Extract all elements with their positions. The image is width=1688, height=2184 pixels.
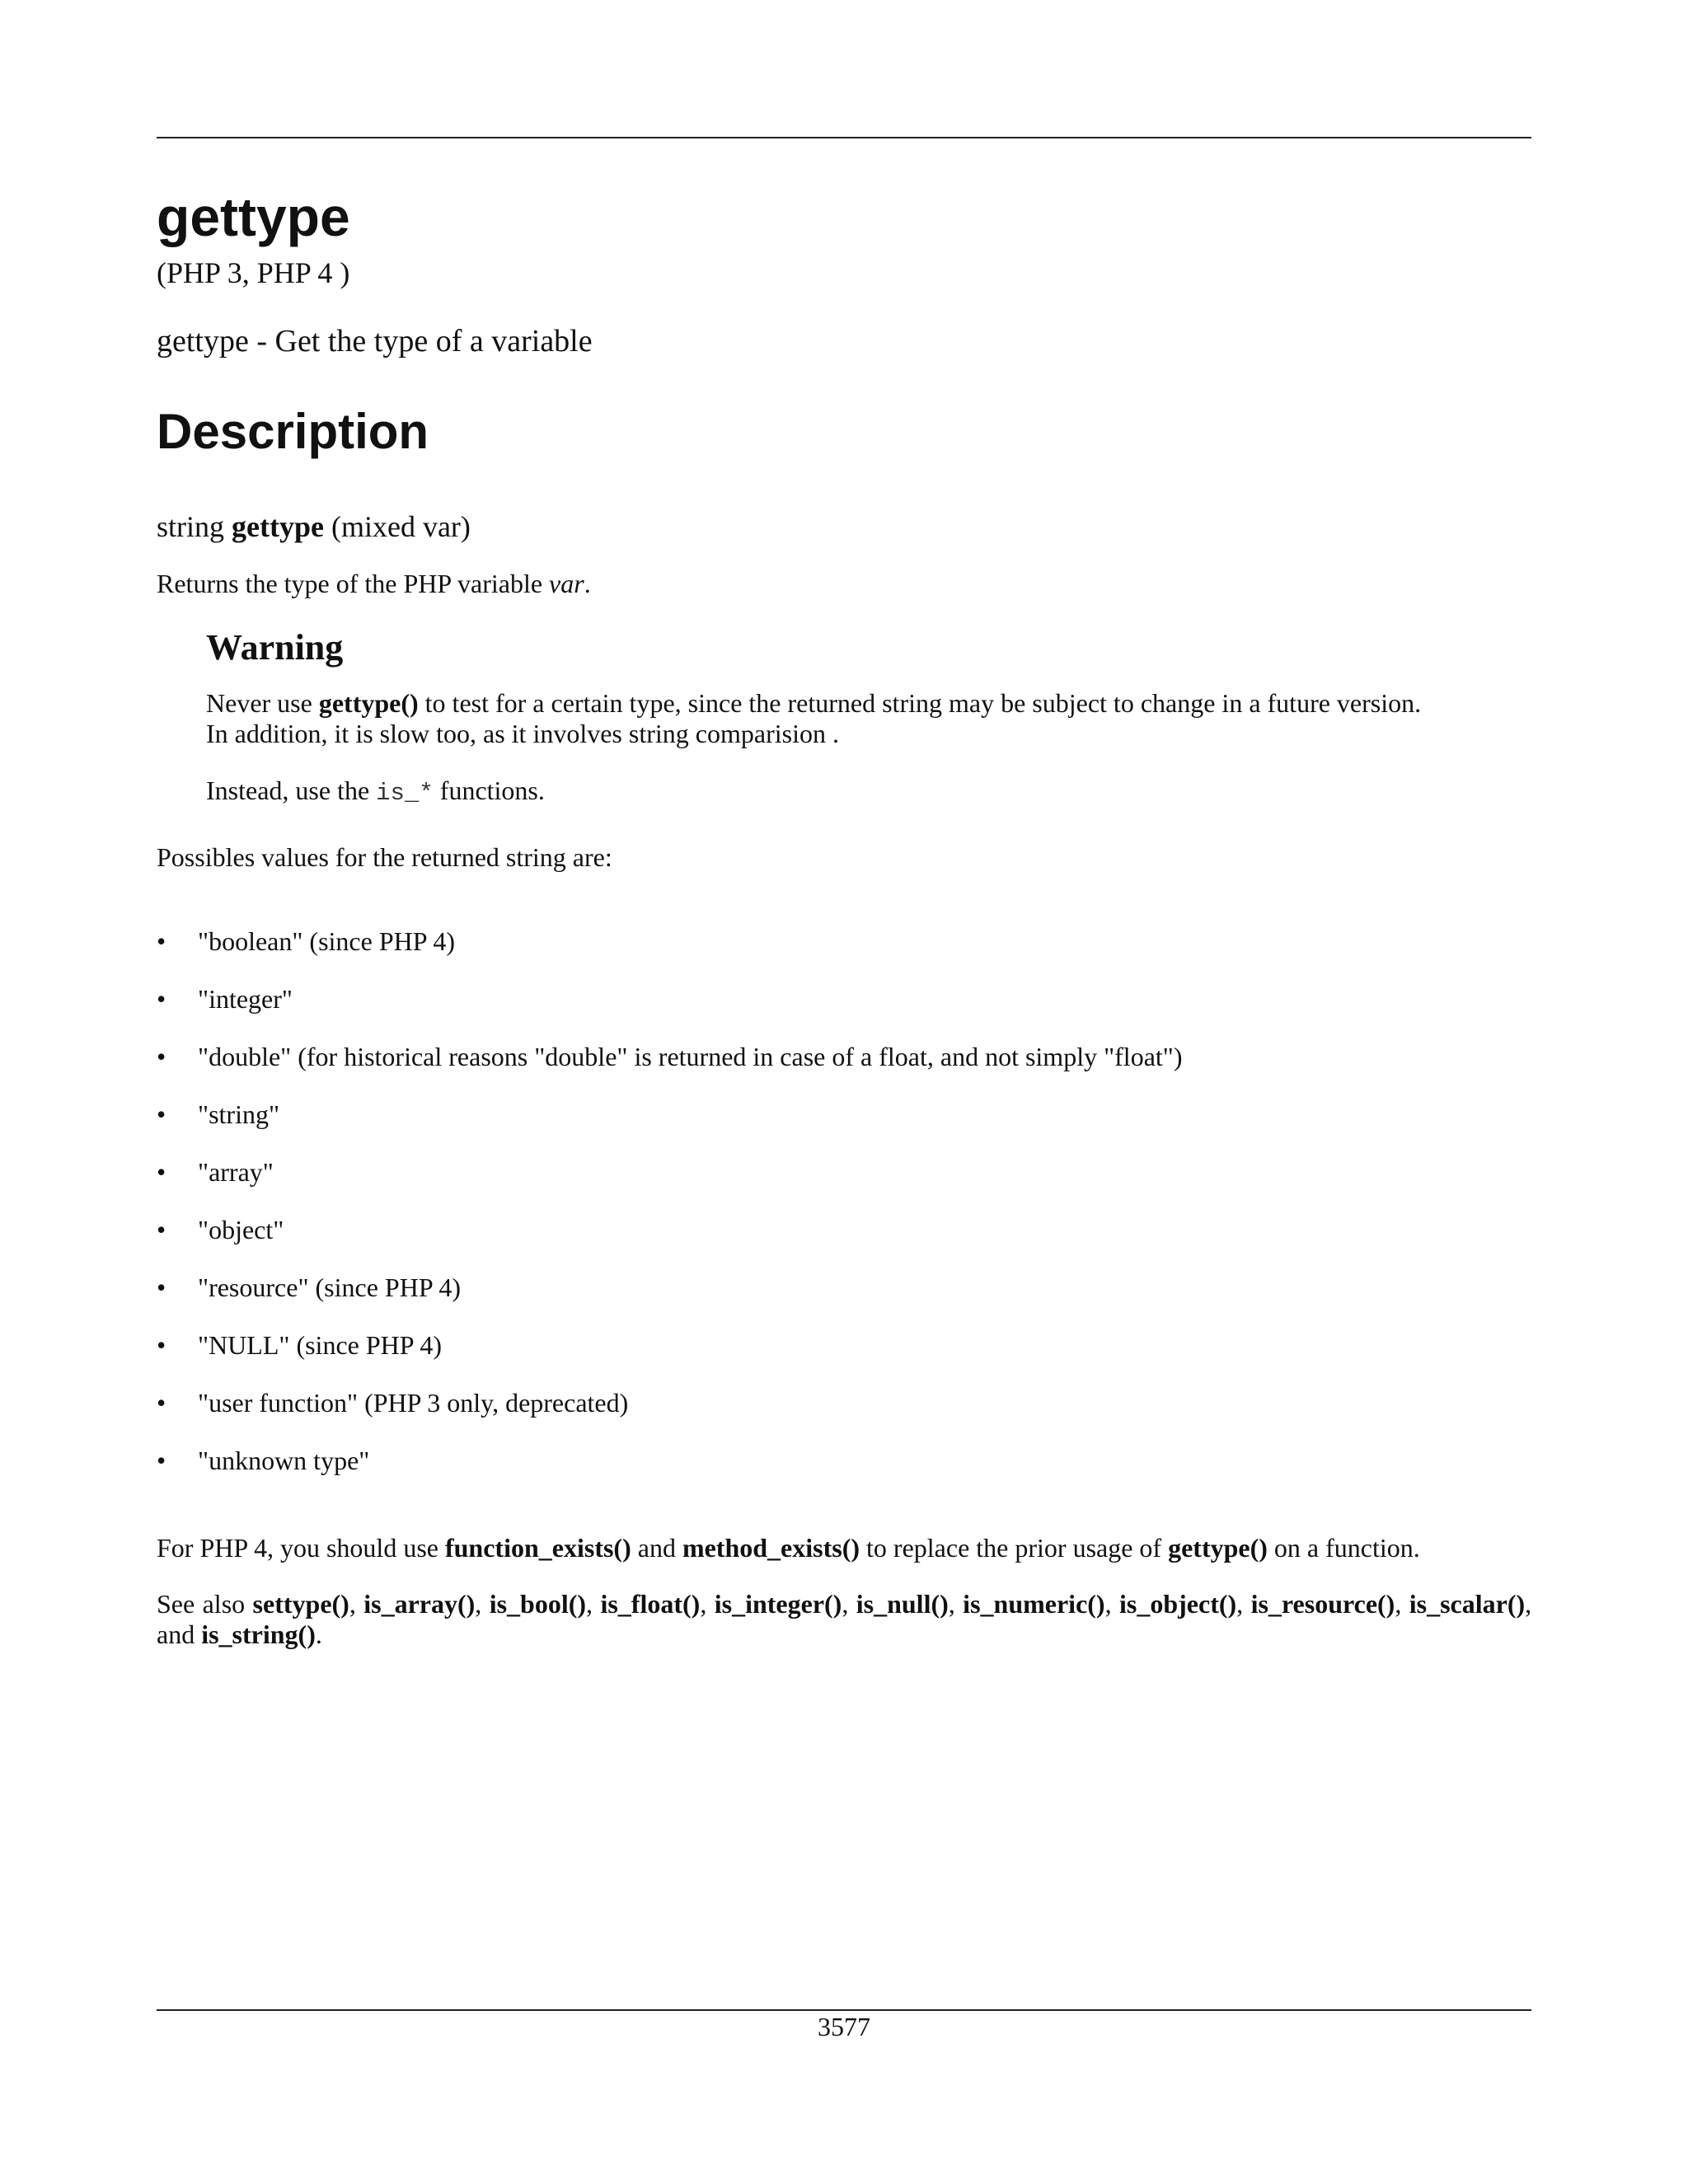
- method-exists-link[interactable]: method_exists(): [682, 1533, 860, 1563]
- php4-note-suffix: on a function.: [1267, 1533, 1420, 1563]
- possibles-intro: Possibles values for the returned string are:: [157, 842, 612, 872]
- separator: ,: [700, 1589, 715, 1619]
- warning-box: [206, 626, 1531, 835]
- bullet: •: [157, 1099, 166, 1129]
- separator: ,: [1104, 1589, 1119, 1619]
- list-item: [157, 1042, 1183, 1099]
- returns-paragraph: [157, 569, 591, 599]
- is-numeric-link[interactable]: is_numeric(): [963, 1589, 1105, 1619]
- is-object-link[interactable]: is_object(): [1118, 1589, 1237, 1619]
- bullet: •: [157, 1157, 166, 1187]
- list-item: [157, 1388, 1183, 1446]
- document-page: [157, 0, 1531, 2184]
- see-also-and: , and: [157, 1589, 1532, 1649]
- returns-var: var: [549, 569, 584, 598]
- php-versions: (PHP 3, PHP 4 ): [157, 256, 350, 289]
- warning-p1-func: gettype(): [318, 687, 419, 718]
- bullet: •: [157, 1215, 166, 1244]
- warning-paragraph-1: [206, 688, 1531, 749]
- list-item-text: "unknown type": [198, 1446, 370, 1475]
- separator: ,: [1236, 1589, 1251, 1619]
- top-rule: [157, 137, 1531, 138]
- see-also-prefix: See also: [157, 1589, 253, 1619]
- is-scalar-link[interactable]: is_scalar(): [1409, 1589, 1526, 1619]
- warning-title: Warning: [206, 627, 344, 668]
- separator: ,: [349, 1589, 364, 1619]
- separator: ,: [842, 1589, 856, 1619]
- list-item: [157, 1272, 1183, 1330]
- is-bool-link[interactable]: is_bool(): [489, 1589, 587, 1619]
- settype-link[interactable]: settype(): [252, 1589, 349, 1619]
- separator: ,: [1395, 1589, 1409, 1619]
- php4-note: [157, 1533, 1420, 1563]
- warning-p2-code: is_*: [376, 779, 434, 807]
- is-null-link[interactable]: is_null(): [856, 1589, 949, 1619]
- page-title: gettype: [157, 186, 350, 247]
- returns-text: Returns the type of the PHP variable: [157, 569, 550, 598]
- is-array-link[interactable]: is_array(): [363, 1589, 476, 1619]
- bullet: •: [157, 1330, 166, 1360]
- list-item-text: "array": [198, 1157, 274, 1187]
- list-item: [157, 1157, 1183, 1215]
- list-item-text: "boolean" (since PHP 4): [198, 926, 455, 956]
- synopsis-params: (mixed var): [331, 510, 471, 543]
- bullet: •: [157, 1272, 166, 1302]
- description-heading: Description: [157, 404, 429, 459]
- separator: ,: [586, 1589, 601, 1619]
- list-item-text: "string": [198, 1099, 280, 1129]
- list-item: [157, 1446, 1183, 1503]
- function-synopsis: [157, 509, 471, 545]
- function-exists-link[interactable]: function_exists(): [444, 1533, 631, 1563]
- list-item: [157, 984, 1183, 1042]
- warning-p2-suffix: functions.: [433, 775, 545, 805]
- is-float-link[interactable]: is_float(): [600, 1589, 701, 1619]
- warning-p1-line2: In addition, it is slow too, as it involves string comparision .: [206, 718, 839, 748]
- warning-p1-suffix: to test for a certain type, since the returned string may be subject to change in a future version.: [418, 687, 1422, 718]
- returns-suffix: .: [584, 569, 591, 598]
- page-number: 3577: [818, 2012, 870, 2041]
- is-integer-link[interactable]: is_integer(): [714, 1589, 842, 1619]
- see-also-end: .: [315, 1619, 322, 1649]
- synopsis-function-name: gettype: [232, 510, 324, 543]
- php4-note-prefix: For PHP 4, you should use: [157, 1533, 445, 1563]
- list-item: [157, 1215, 1183, 1272]
- synopsis-return-type: string: [157, 510, 225, 543]
- bullet: •: [157, 1042, 166, 1071]
- php4-note-middle: to replace the prior usage of: [860, 1533, 1169, 1563]
- php4-note-and: and: [631, 1533, 682, 1563]
- list-item-text: "object": [198, 1215, 284, 1244]
- bullet: •: [157, 926, 166, 956]
- warning-p1-prefix: Never use: [206, 687, 319, 718]
- list-item-text: "user function" (PHP 3 only, deprecated): [198, 1388, 629, 1418]
- list-item-text: "NULL" (since PHP 4): [198, 1330, 443, 1360]
- warning-p2-prefix: Instead, use the: [206, 775, 377, 805]
- bullet: •: [157, 1388, 166, 1418]
- list-item: [157, 926, 1183, 984]
- separator: ,: [948, 1589, 964, 1619]
- gettype-link[interactable]: gettype(): [1168, 1533, 1268, 1563]
- list-item-text: "resource" (since PHP 4): [198, 1272, 462, 1302]
- bullet: •: [157, 1446, 166, 1475]
- separator: ,: [475, 1589, 490, 1619]
- ref-purpose: gettype - Get the type of a variable: [157, 324, 593, 359]
- is-string-link[interactable]: is_string(): [201, 1619, 316, 1649]
- return-types-list: [157, 926, 1183, 1503]
- bullet: •: [157, 984, 166, 1014]
- list-item: [157, 1330, 1183, 1388]
- list-item: [157, 1099, 1183, 1157]
- list-item-text: "integer": [198, 984, 293, 1014]
- list-item-text: "double" (for historical reasons "double" is returned in case of a float, and not simply "float"): [198, 1042, 1183, 1071]
- page-number-footer: [157, 2001, 1531, 2042]
- warning-paragraph-2: [206, 776, 1531, 808]
- is-resource-link[interactable]: is_resource(): [1250, 1589, 1395, 1619]
- see-also-paragraph: [157, 1589, 1531, 1650]
